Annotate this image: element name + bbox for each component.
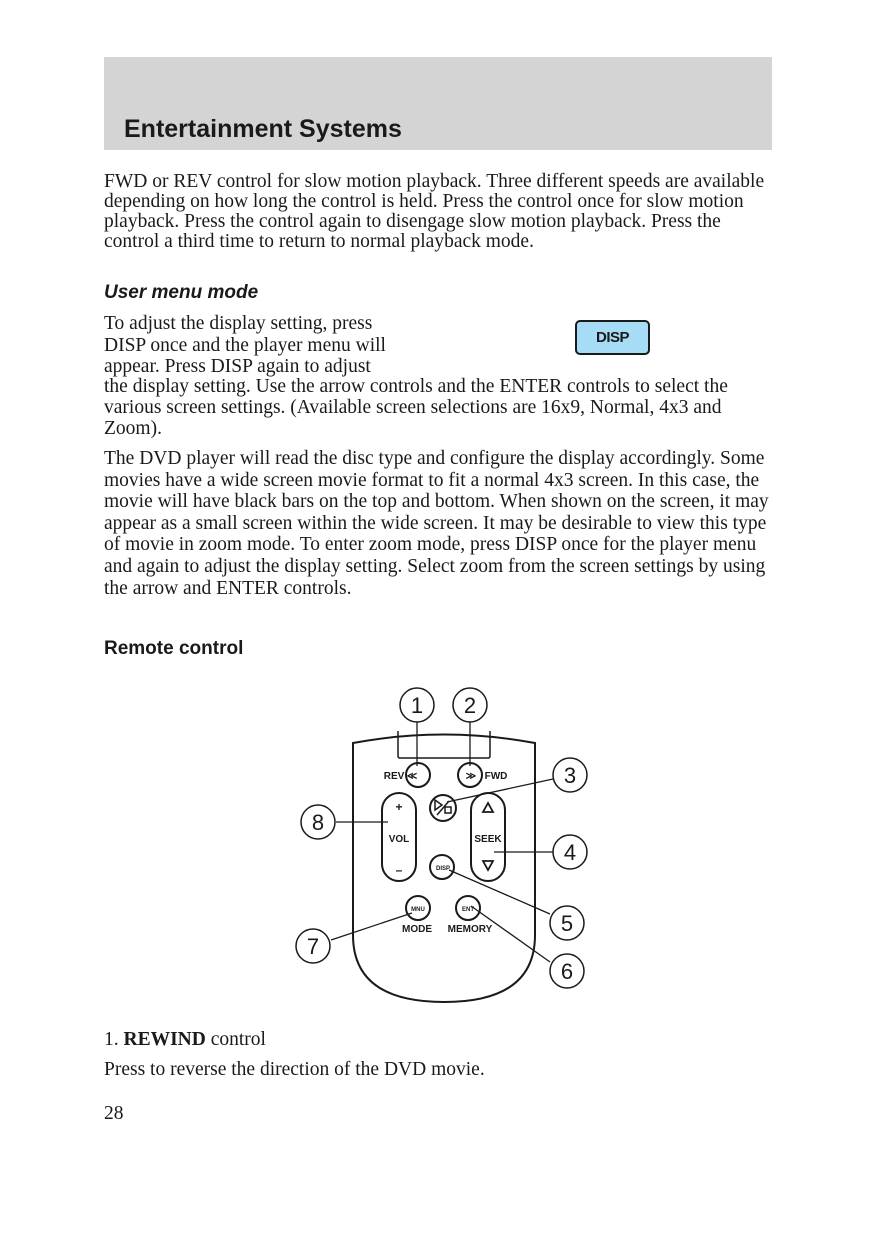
svg-text:–: – bbox=[395, 863, 403, 877]
svg-text:FWD: FWD bbox=[484, 771, 508, 782]
svg-text:REV: REV bbox=[383, 771, 405, 782]
item-rewind-description: Press to reverse the direction of the DVD movie. bbox=[104, 1059, 485, 1080]
svg-text:2: 2 bbox=[463, 693, 477, 718]
svg-text:3: 3 bbox=[563, 763, 577, 788]
svg-text:7: 7 bbox=[306, 934, 320, 959]
svg-text:5: 5 bbox=[560, 911, 574, 936]
svg-text:MODE: MODE bbox=[402, 924, 432, 935]
svg-text:DISP: DISP bbox=[435, 866, 451, 872]
svg-text:MEMORY: MEMORY bbox=[447, 924, 493, 935]
svg-text:1: 1 bbox=[410, 693, 424, 718]
disp-button-icon: DISP bbox=[575, 320, 650, 355]
item-name: REWIND bbox=[123, 1029, 206, 1050]
page-number: 28 bbox=[104, 1103, 124, 1124]
fast-forward-icon: ≫ bbox=[465, 771, 477, 782]
user-menu-wrapped-text bbox=[104, 313, 444, 378]
user-menu-heading: User menu mode bbox=[104, 282, 259, 303]
remote-control-diagram bbox=[290, 680, 600, 1010]
section-title: Entertainment Systems bbox=[124, 115, 402, 143]
svg-text:SEEK: SEEK bbox=[474, 834, 502, 845]
text-line: DISP once and the player menu will bbox=[104, 334, 386, 356]
svg-text:VOL: VOL bbox=[388, 834, 410, 845]
dvd-paragraph: The DVD player will read the disc type and configure the display accordingly. Some movies have a wide screen movie format to fit a normal 4x3 screen. In this case, the movie will have black bars on the top and bottom. When shown on the screen, it may appear as a small screen within the wide screen. It may be desirable to view this type of movie in zoom mode. To enter zoom mode, press DISP once for the player menu and again to adjust the display setting. Select zoom from the screen settings by using the arrow and ENTER controls. bbox=[104, 448, 769, 599]
intro-paragraph: FWD or REV control for slow motion playback. Three different speeds are available depending on how long the control is held. Press the control once for slow motion playback. Press the control again to disengage slow motion playback. Press the control a third time to return to normal playback mode. bbox=[104, 171, 765, 252]
svg-text:4: 4 bbox=[563, 840, 577, 865]
svg-text:MNU: MNU bbox=[411, 907, 425, 913]
rewind-icon: ≪ bbox=[406, 771, 418, 782]
user-menu-text: the display setting. Use the arrow controls and the ENTER controls to select the various screen settings. (Available screen selections are 16x9, Normal, 4x3 and Zoom). bbox=[104, 376, 728, 439]
text-line: appear. Press DISP again to adjust bbox=[104, 356, 371, 377]
svg-text:+: + bbox=[395, 800, 403, 814]
svg-text:8: 8 bbox=[311, 810, 325, 835]
section-header-band bbox=[104, 57, 772, 150]
text-line: To adjust the display setting, press bbox=[104, 313, 373, 334]
remote-control-heading: Remote control bbox=[104, 638, 244, 659]
item-suffix: control bbox=[205, 1029, 266, 1050]
item-number: 1. bbox=[104, 1029, 119, 1050]
svg-text:ENT: ENT bbox=[462, 907, 474, 913]
item-rewind-title bbox=[104, 1030, 772, 1050]
svg-text:6: 6 bbox=[560, 959, 574, 984]
